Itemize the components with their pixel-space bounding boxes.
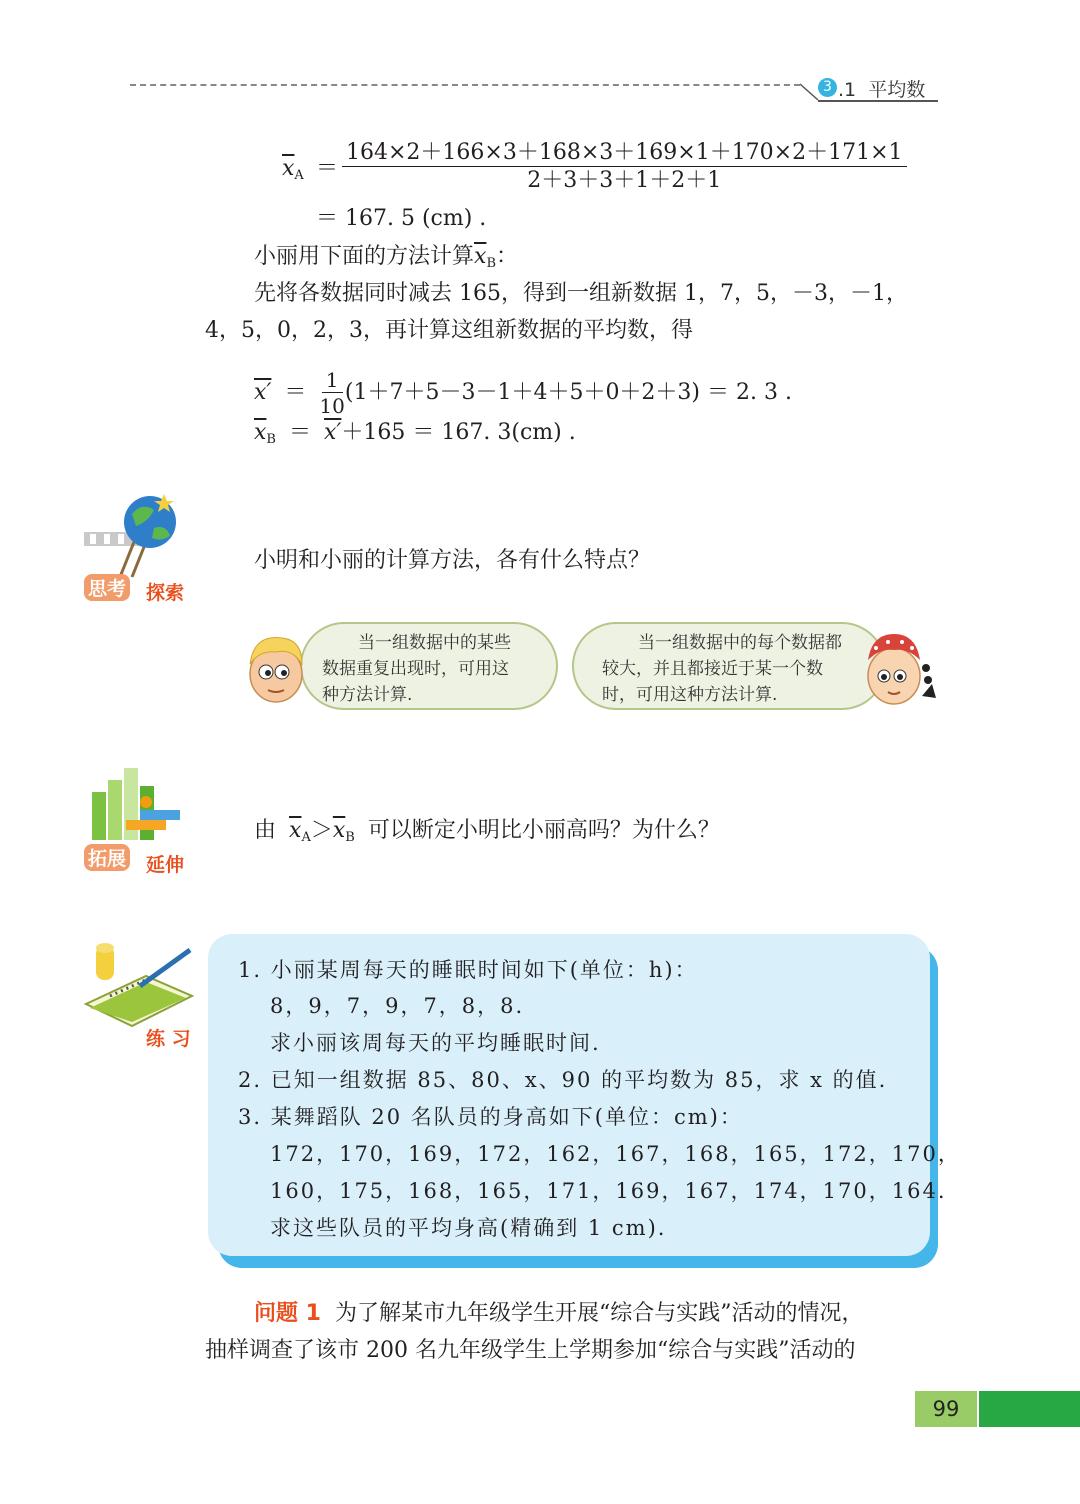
mean-a-fraction xyxy=(342,142,907,192)
page-number: 99 xyxy=(932,1397,960,1421)
practice-icon: 练 习 xyxy=(80,940,200,1050)
exercise-3-data-2: 160，175，168，165，171，169，167，174，170，164. xyxy=(270,1179,947,1203)
problem-label: 问题 1 xyxy=(254,1301,321,1326)
think-explore-icon: 思考 探索 xyxy=(80,492,200,602)
method-intro: 小丽用下面的方法计算$\overline{x}B$： xyxy=(254,244,519,271)
xa-symbol: $\overline{x}A$ xyxy=(282,156,304,183)
speech-bubble-left-text: 当一组数据中的某些 数据重复出现时，可用这 种方法计算. xyxy=(322,633,511,705)
header-rule xyxy=(130,84,800,86)
exercise-3-title: 3. 某舞蹈队 20 名队员的身高如下(单位：cm)： xyxy=(238,1105,743,1129)
equals-sign: ＝ xyxy=(316,156,339,181)
girl-face-icon xyxy=(862,624,940,710)
problem-1-line2: 抽样调查了该市 200 名九年级学生上学期参加“综合与实践”活动的 xyxy=(205,1338,856,1363)
xb-formula: $\overline{x}B = x'+165 = 167$. 3(cm) . xyxy=(254,420,576,447)
problem-1-line1: 问题 1 为了解某市九年级学生开展“综合与实践”活动的情况， xyxy=(254,1301,864,1326)
mean-a-result: ＝ 167. 5 (cm) . xyxy=(316,206,487,231)
section-number-badge: 3 xyxy=(818,78,837,97)
subtract-text-line2: 4，5，0，2，3，再计算这组新数据的平均数，得 xyxy=(205,318,693,343)
section-title: .1 平均数 xyxy=(838,79,926,101)
boy-face-icon xyxy=(240,630,308,706)
think-question: 小明和小丽的计算方法，各有什么特点？ xyxy=(254,548,651,573)
speech-bubble-right-text: 当一组数据中的每个数据都 较大，并且都接近于某一个数 时，可用这种方法计算. xyxy=(602,633,842,705)
xprime-formula: x′ ＝ $\frac{1}{10}$ (1＋7＋5－3－1＋4＋5＋0＋2＋3) ＝ 2. 3 . xyxy=(254,368,792,418)
exercise-1-data: 8，9，7，9，7，8，8. xyxy=(270,994,525,1018)
exercise-1-title: 1. 小丽某周每天的睡眠时间如下(单位：h)： xyxy=(238,958,698,982)
exercise-3-data-1: 172，170，169，172，162，167，168，165，172，170， xyxy=(270,1142,961,1166)
exercise-2: 2. 已知一组数据 85、80、x、90 的平均数为 85，求 x 的值. xyxy=(238,1068,888,1092)
exercise-1-question: 求小丽该周每天的平均睡眠时间. xyxy=(270,1031,601,1055)
fraction-denominator: 2＋3＋3＋1＋2＋1 xyxy=(527,168,722,193)
extend-question: 由 $\overline{x}A>\overline{x}B$ 可以断定小明比小丽高吗？为什么？ xyxy=(254,818,720,845)
page-tab-bar xyxy=(979,1391,1080,1427)
fraction-numerator: 164×2＋166×3＋168×3＋169×1＋170×2＋171×1 xyxy=(342,142,907,167)
subtract-text-line1: 先将各数据同时减去 165，得到一组新数据 1，7，5，－3，－1， xyxy=(254,281,908,306)
extend-icon: 拓展 延伸 xyxy=(80,766,200,876)
exercise-3-question: 求这些队员的平均身高(精确到 1 cm). xyxy=(270,1216,667,1240)
